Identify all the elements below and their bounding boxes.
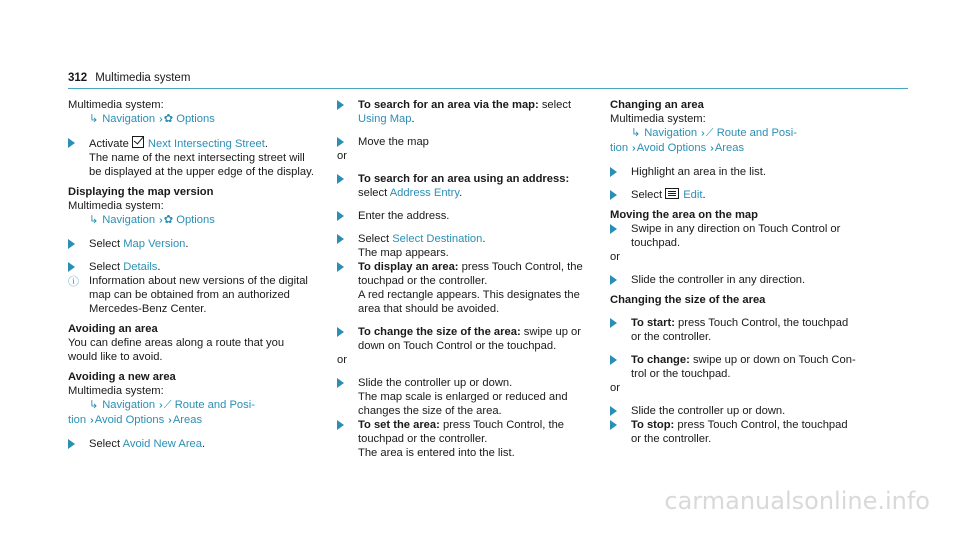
step-text: touchpad. [631, 237, 681, 249]
step [337, 418, 602, 460]
nav-path [68, 112, 330, 127]
column-3 [610, 98, 890, 446]
step-arrow-icon [610, 406, 617, 416]
step-arrow-icon [68, 262, 75, 272]
map-version-link[interactable]: Map Version [123, 238, 186, 250]
step-arrow-icon [68, 239, 75, 249]
nav-link-route-position[interactable]: tion [610, 142, 629, 154]
heading-changing-area: Changing an area [610, 99, 704, 111]
step-text: Select [89, 238, 124, 250]
step-text: Move the map [358, 136, 429, 148]
nav-link-route-position[interactable]: Route and Posi- [174, 399, 255, 411]
step-text: select [358, 187, 390, 199]
info-text: Mercedes-Benz Center. [89, 303, 207, 315]
or-text: or [610, 382, 620, 394]
step [68, 437, 330, 451]
nav-link-options[interactable]: Options [176, 214, 215, 226]
step-label: To display an area: [358, 261, 459, 273]
step [68, 237, 330, 251]
step-text: . [157, 261, 161, 273]
route-icon: ⟋ [705, 127, 717, 139]
info-text: Information about new versions of the digital [89, 275, 308, 287]
step-label: To change the size of the area: [358, 326, 521, 338]
step [337, 325, 602, 353]
step [337, 376, 602, 418]
step [610, 353, 890, 381]
chevron-icon: ›› [90, 415, 91, 426]
nav-link-areas[interactable]: Areas [172, 414, 203, 426]
step [610, 222, 890, 250]
or-text: or [337, 354, 347, 366]
chevron-icon: ›› [159, 215, 160, 226]
step-text: Select [89, 438, 123, 450]
step-text: changes the size of the area. [358, 405, 502, 417]
chevron-icon: ›› [159, 400, 160, 411]
step-arrow-icon [337, 262, 344, 272]
or-text: or [337, 150, 347, 162]
step-text: . [702, 189, 706, 201]
step-label: To start: [631, 317, 675, 329]
step-text: area that should be avoided. [358, 303, 500, 315]
gear-icon: ✿ [163, 214, 177, 226]
nav-path [68, 213, 330, 228]
multimedia-system-label: Multimedia system: [68, 200, 164, 212]
step-text: Select [631, 189, 666, 201]
select-destination-link[interactable]: Select Destination [392, 233, 483, 245]
nav-link-options[interactable]: Options [176, 113, 215, 125]
step-text: down on Touch Control or the touchpad. [358, 340, 557, 352]
step [610, 404, 890, 418]
step [337, 135, 602, 149]
heading-map-version: Displaying the map version [68, 186, 214, 198]
step [610, 273, 890, 287]
column-1 [68, 98, 330, 451]
step-arrow-icon [610, 224, 617, 234]
step-arrow-icon [610, 275, 617, 285]
address-entry-link[interactable]: Address Entry [389, 187, 460, 199]
step-text: . [482, 233, 486, 245]
step-text: The map scale is enlarged or reduced and [358, 391, 568, 403]
nav-link-navigation[interactable]: Navigation [102, 399, 156, 411]
step-arrow-icon [337, 137, 344, 147]
step-arrow-icon [337, 234, 344, 244]
route-icon: ⟋ [163, 399, 175, 411]
nav-path [610, 126, 890, 141]
step [337, 209, 602, 223]
step-text: Slide the controller in any direction. [631, 274, 806, 286]
chevron-icon: ›› [701, 128, 702, 139]
watermark: carmanualsonline.info [664, 487, 930, 515]
step-text: touchpad or the controller. [358, 433, 488, 445]
heading-moving-area: Moving the area on the map [610, 209, 758, 221]
step-text: swipe up or [520, 326, 581, 338]
step-text: . [202, 438, 206, 450]
step-text: . [264, 138, 268, 150]
step-arrow-icon [610, 318, 617, 328]
step-text: . [411, 113, 415, 125]
heading-changing-size: Changing the size of the area [610, 294, 766, 306]
step-arrow-icon [68, 138, 75, 148]
step [337, 98, 602, 126]
step-text: be displayed at the upper edge of the display. [89, 166, 314, 178]
avoid-new-area-link[interactable]: Avoid New Area [122, 438, 202, 450]
body-text: You can define areas along a route that you [68, 337, 285, 349]
or-text: or [610, 251, 620, 263]
step-text: or the controller. [631, 331, 712, 343]
step [610, 188, 890, 202]
multimedia-system-label: Multimedia system: [68, 385, 164, 397]
step-text: touchpad or the controller. [358, 275, 488, 287]
step-text: Activate [89, 138, 132, 150]
step-arrow-icon [337, 420, 344, 430]
nav-arrow-icon: ↳ [89, 214, 99, 226]
info-icon: ⓘ [68, 276, 79, 288]
step-arrow-icon [337, 211, 344, 221]
step [337, 172, 602, 200]
nav-link-avoid-options[interactable]: Avoid Options [636, 142, 707, 154]
nav-path-cont [68, 413, 330, 428]
step-label: To set the area: [358, 419, 440, 431]
step-arrow-icon [610, 190, 617, 200]
step [610, 165, 890, 179]
step-arrow-icon [337, 100, 344, 110]
step-label: To search for an area via the map: [358, 99, 539, 111]
chevron-icon: ›› [632, 143, 633, 154]
step-text: Slide the controller up or down. [358, 377, 513, 389]
step-text: trol or the touchpad. [631, 368, 731, 380]
step-arrow-icon [337, 378, 344, 388]
multimedia-system-label: Multimedia system: [610, 113, 706, 125]
step-arrow-icon [610, 420, 617, 430]
step-text: Slide the controller up or down. [631, 405, 786, 417]
step-arrow-icon [610, 167, 617, 177]
step [610, 418, 890, 446]
edit-link[interactable]: Edit [683, 189, 703, 201]
section-title: Multimedia system [95, 72, 191, 84]
step [610, 316, 890, 344]
nav-link-navigation[interactable]: Navigation [644, 127, 698, 139]
nav-link-areas[interactable]: Areas [714, 142, 745, 154]
step-arrow-icon [68, 439, 75, 449]
step-label: To change: [631, 354, 690, 366]
step-text: Highlight an area in the list. [631, 166, 766, 178]
info-note [68, 274, 330, 316]
step-text: Enter the address. [358, 210, 450, 222]
chevron-icon: ›› [710, 143, 711, 154]
checkbox-icon [132, 136, 144, 148]
body-text: would like to avoid. [68, 351, 163, 363]
heading-avoiding-area: Avoiding an area [68, 323, 158, 335]
step-text: The name of the next intersecting street will [89, 152, 305, 164]
step-text: . [185, 238, 189, 250]
nav-arrow-icon: ↳ [89, 113, 99, 125]
edit-list-icon [665, 188, 679, 199]
multimedia-system-label: Multimedia system: [68, 99, 164, 111]
step [68, 136, 330, 179]
step-text: Select [358, 233, 393, 245]
step-text: The area is entered into the list. [358, 447, 515, 459]
step-text: select [538, 99, 572, 111]
step-text: Swipe in any direction on Touch Control or [631, 223, 841, 235]
step-arrow-icon [337, 174, 344, 184]
step [337, 232, 602, 260]
chevron-icon: ›› [168, 415, 169, 426]
details-link[interactable]: Details [123, 261, 158, 273]
nav-link-navigation[interactable]: Navigation [102, 214, 156, 226]
nav-link-route-position[interactable]: Route and Posi- [716, 127, 797, 139]
nav-arrow-icon: ↳ [631, 127, 641, 139]
step [68, 260, 330, 274]
step-text: or the controller. [631, 433, 712, 445]
page-number: 312 [68, 72, 88, 84]
info-text: map can be obtained from an authorized [89, 289, 290, 301]
step-text: The map appears. [358, 247, 449, 259]
step-text: swipe up or down on Touch Con- [689, 354, 856, 366]
step-text: . [459, 187, 463, 199]
step-text: A red rectangle appears. This designates the [358, 289, 580, 301]
nav-arrow-icon: ↳ [89, 399, 99, 411]
gear-icon: ✿ [163, 113, 177, 125]
nav-link-avoid-options[interactable]: Avoid Options [94, 414, 165, 426]
header-rule [68, 88, 908, 89]
step-arrow-icon [610, 355, 617, 365]
heading-avoiding-new-area: Avoiding a new area [68, 371, 176, 383]
next-intersecting-street-link[interactable]: Next Intersecting Street [147, 138, 265, 150]
step-text: press Touch Control, the [439, 419, 565, 431]
nav-path [68, 398, 330, 413]
step-arrow-icon [337, 327, 344, 337]
step-text: Select [89, 261, 124, 273]
step-text: press Touch Control, the touchpad [674, 419, 848, 431]
step-text: press Touch Control, the [458, 261, 583, 273]
nav-path-cont [610, 141, 890, 156]
column-2 [337, 98, 602, 460]
step [337, 260, 602, 316]
step-label: To search for an area using an address: [358, 173, 570, 185]
step-label: To stop: [631, 419, 675, 431]
page-header [68, 71, 190, 85]
chevron-icon: ›› [159, 114, 160, 125]
nav-link-route-position[interactable]: tion [68, 414, 87, 426]
nav-link-navigation[interactable]: Navigation [102, 113, 156, 125]
step-text: press Touch Control, the touchpad [674, 317, 849, 329]
using-map-link[interactable]: Using Map [358, 113, 412, 125]
